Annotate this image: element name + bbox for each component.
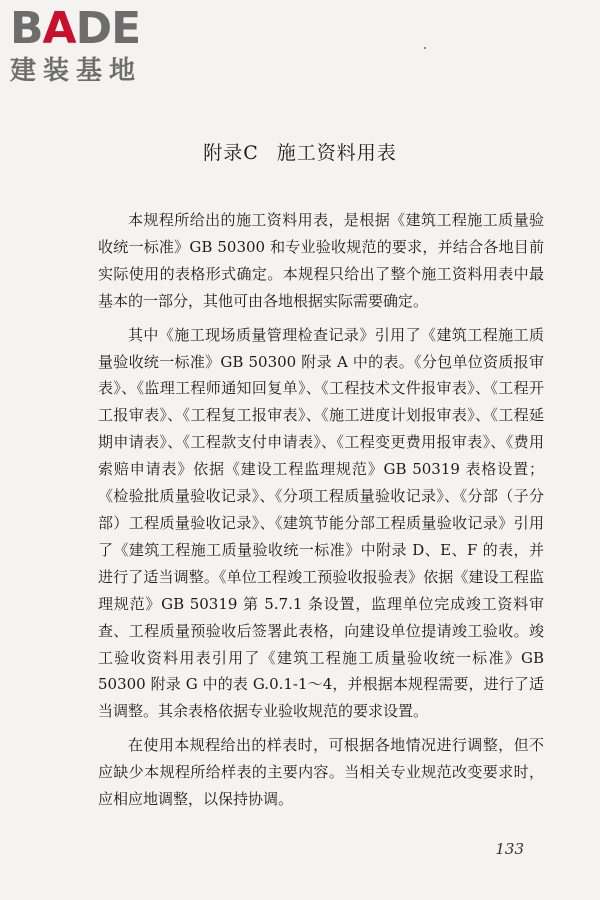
appendix-heading — [0, 140, 600, 166]
logo-accent-letter: A — [42, 3, 76, 54]
body-text — [98, 207, 544, 820]
bade-logo — [10, 3, 180, 86]
speck-mark — [424, 47, 426, 49]
logo-chinese-text: 建装基地 — [10, 56, 143, 86]
appendix-title: 施工资料用表 — [276, 142, 397, 164]
page-number: 133 — [495, 840, 524, 858]
paragraph: 在使用本规程给出的样表时，可根据各地情况进行调整，但不应缺少本规程所给样表的主要内容。当相关专业规范改变要求时，应相应地调整，以保持协调。 — [98, 736, 544, 809]
paragraph: 本规程所给出的施工资料用表，是根据《建筑工程施工质量验收统一标准》GB 50300 和专业验收规范的要求，并结合各地目前实际使用的表格形式确定。本规程只给出了整个施工资料用表中最基本的一部分，其他可由各地根据实际需要确定。 — [98, 211, 544, 310]
appendix-label: 附录C — [203, 142, 259, 164]
logo-wordmark: BADE — [10, 3, 141, 54]
paragraph: 其中《施工现场质量管理检查记录》引用了《建筑工程施工质量验收统一标准》GB 50300 附录 A 中的表。《分包单位资质报审表》、《监理工程师通知回复单》、《工程技术文件报审表》、《工程开工报审表》、《工程复工报审表》、《施工进度计划报审表》、《工程延期申请表》、《工程款支付申请表》、《工程变更费用报审表》、《费用索赔申请表》依据《建设工程监理规范》GB 50319 表格设置；《检验批质量验收记录》、《分项工程质量验收记录》、《分部（子分部）工程质量验收记录》、《建筑节能分部工程质量验收记录》引用了《建筑工程施工质量验收统一标准》中附录 D、E、F 的表，并进行了适当调整。《单位工程竣工预验收报验表》依据《建设工程监理规范》GB 50319 第 5.7.1 条设置，监理单位完成竣工资料审查、工程质量预验收后签署此表格，向建设单位提请竣工验收。竣工验收资料用表引用了《建筑工程施工质量验收统一标准》GB 50300 附录 G 中的表 G.0.1-1～4，并根据本规程需要，进行了适当调整。其余表格依据专业验收规范的要求设置。 — [98, 325, 544, 721]
